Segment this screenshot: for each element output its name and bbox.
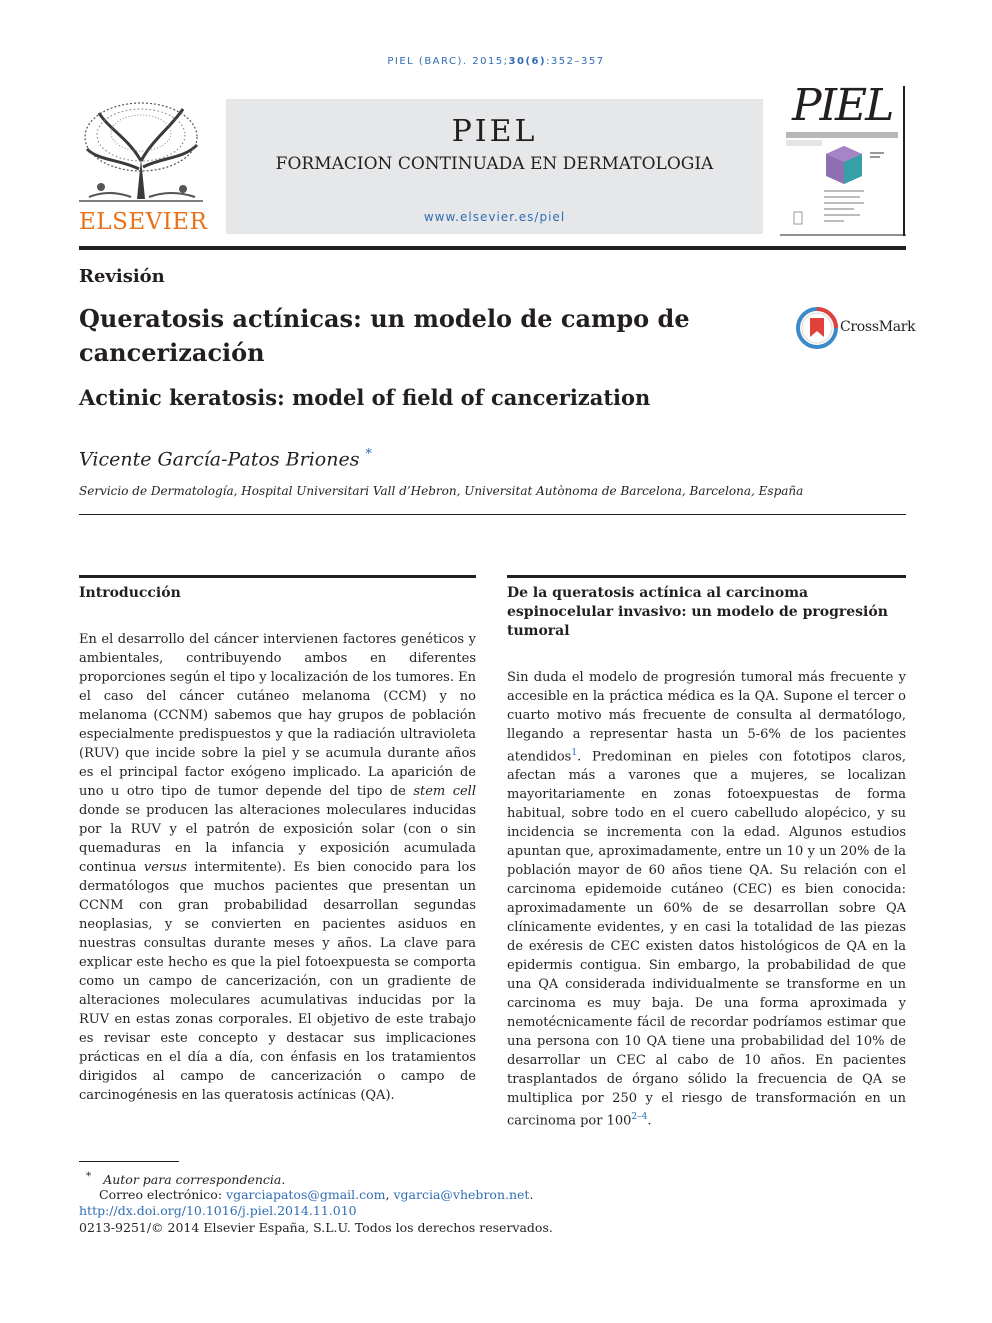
article-section: Revisión xyxy=(79,266,165,287)
author-line xyxy=(79,447,372,470)
journal-url-link[interactable]: www.elsevier.es/piel xyxy=(423,210,566,224)
footnote-mark: * xyxy=(86,1170,92,1182)
progression-paragraph: Sin duda el modelo de progresión tumoral más frecuente y accesible en la práctica médica es la QA. Supone el tercer o cuarto motivo más frecuente de consulta al dermatólogo, llegando a representar hasta un 5-6% de los pacientes atendidos$^1$. Predominan en pieles con fototipos claros, afectan más a varones que a mujeres, se localizan mayoritariamente en zonas fotoexpuestas de forma habitual, sobre todo en el cuero cabelludo alopécico, y su incidencia se incrementa con la edad. Algunos estudios apuntan que, aproximadamente, entre un 10 y un 20% de la población mayor de 60 años tiene QA. Su relación con el carcinoma epidemoide cutáneo (CEC) es bien conocida: aproximadamente un 60% de se desarrollan sobre QA clínicamente evidentes, y en casi la totalidad de las piezas de exéresis de CEC existen datos histológicos de QA en la epidermis contigua. Sin embargo, la probabilidad de que una QA considerada individualmente se transforme en un carcinoma es muy baja. De una forma aproximada y nemotécnicamente fácil de recordar podríamos estimar que una persona con 10 QA tiene una probabilidad del 10% de desarrollar un CEC al cabo de 10 años. En pacientes trasplantados de órgano sólido la frecuencia de QA se multiplica por 250 y el riesgo de transformación en un carcinoma por 100$^{2-4}$. xyxy=(507,670,906,1129)
running-head: PIEL (BARC). 2015;30(6):352–357 xyxy=(387,56,605,67)
footnote-rule xyxy=(79,1161,179,1162)
author-affiliation: Servicio de Dermatología, Hospital Universitari Vall d’Hebron, Universitat Autònoma de Barcelona, Barcelona, España xyxy=(79,484,804,498)
crossmark-label: CrossMark xyxy=(840,319,916,335)
copyright-line: 0213-9251/© 2014 Elsevier España, S.L.U. Todos los derechos reservados. xyxy=(79,1220,553,1235)
journal-cover-thumbnail[interactable] xyxy=(780,80,906,236)
intro-paragraph: En el desarrollo del cáncer intervienen factores genéticos y ambientales, contribuyendo ambos en diferentes proporciones según el tipo y localización de los tumores. En el caso del cáncer cutáneo melanoma (CCM) y no melanoma (CCNM) sabemos que hay grupos de población especialmente predispuestos y que la radiación ultravioleta (RUV) que incide sobre la piel y se acumula durante años es el principal factor exógeno implicado. La aparición de uno u otro tipo de tumor depende del tipo de stem cell donde se producen las alteraciones moleculares inducidas por la RUV y el patrón de exposición solar (con o sin quemaduras en la infancia y exposición acumulada continua versus intermitente). Es bien conocido para los dermatólogos que muchos pacientes que presentan un CCNM con gran probabilidad desarrollan segundas neoplasias, y se convierten en pacientes asiduos en nuestras consultas durante meses y años. La clave para explicar este hecho es que la piel fotoexpuesta se comporta como un campo de cancerización, con un gradiente de alteraciones moleculares acumulativas inducidas por la RUV en estas zonas corporales. El objetivo de este trabajo es revisar este concepto y destacar sus implicaciones prácticas en el día a día, con énfasis en los tratamientos dirigidos al campo de cancerización o campo de carcinogénesis en las queratosis actínicas (QA). xyxy=(79,632,476,1103)
crossmark-badge[interactable] xyxy=(796,307,916,349)
left-column-rule xyxy=(79,575,476,578)
email-link-1[interactable]: vgarciapatos@gmail.com xyxy=(226,1187,386,1202)
email-link-2[interactable]: vgarcia@vhebron.net xyxy=(393,1187,530,1202)
section-heading-progresion: De la queratosis actínica al carcinoma espinocelular invasivo: un modelo de progresión tumoral xyxy=(507,585,888,639)
author-name: Vicente García-Patos Briones xyxy=(79,448,360,471)
reference-link-1[interactable]: 1 xyxy=(571,748,578,758)
masthead-rule xyxy=(79,246,906,250)
journal-subtitle: FORMACION CONTINUADA EN DERMATOLOGIA xyxy=(275,154,714,174)
elsevier-logo[interactable] xyxy=(79,99,208,237)
crossmark-icon xyxy=(796,307,838,349)
cover-logo: PIEL xyxy=(792,80,893,131)
publisher-name: ELSEVIER xyxy=(79,209,208,235)
article-title: Queratosis actínicas: un modelo de campo de cancerización xyxy=(79,304,690,367)
footnote-email-line: Correo electrónico: vgarciapatos@gmail.com, vgarcia@vhebron.net. xyxy=(99,1187,534,1202)
doi-link[interactable]: http://dx.doi.org/10.1016/j.piel.2014.11.010 xyxy=(79,1203,357,1218)
article-title-english: Actinic keratosis: model of field of cancerization xyxy=(79,385,651,410)
corresponding-author-mark[interactable]: * xyxy=(365,447,373,462)
header-divider xyxy=(79,514,906,515)
reference-link-2-4[interactable]: 2–4 xyxy=(631,1112,648,1123)
section-heading-introduccion: Introducción xyxy=(79,585,181,601)
corresponding-label: Autor para correspondencia. xyxy=(103,1172,286,1188)
journal-title: PIEL xyxy=(451,114,538,149)
right-column-rule xyxy=(507,575,906,578)
